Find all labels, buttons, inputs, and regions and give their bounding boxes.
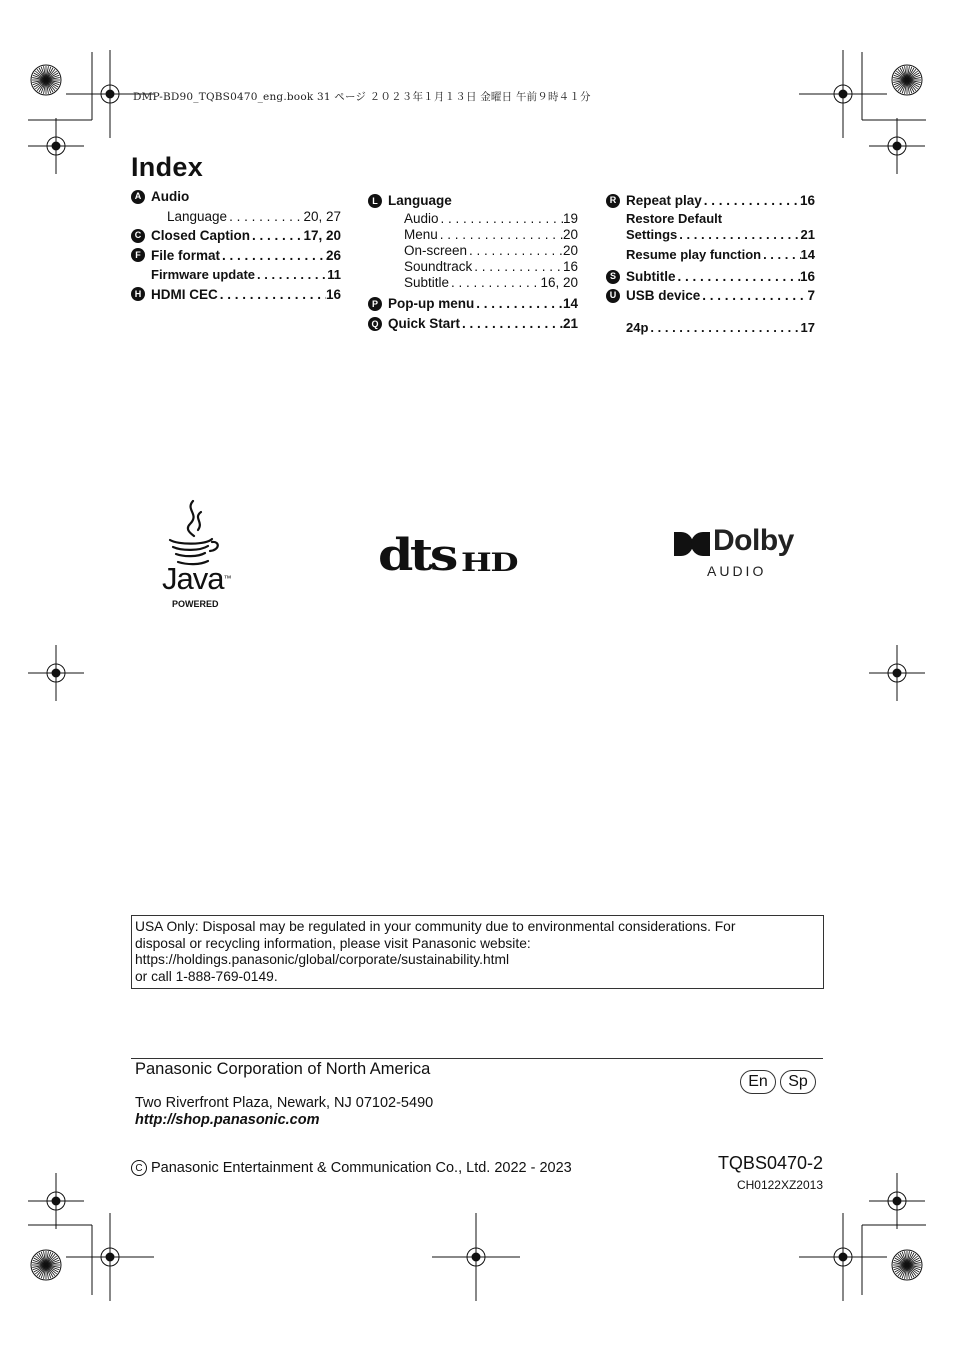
- leader-dots: [255, 265, 327, 285]
- entry-label: Menu: [404, 227, 438, 242]
- dts-hd-logo: [378, 530, 528, 581]
- index-column-3: [606, 191, 815, 338]
- index-letter-h-icon: H: [131, 287, 145, 301]
- leader-dots: [648, 318, 800, 338]
- leader-dots: [472, 259, 563, 275]
- copyright-text: Panasonic Entertainment & Communication Co., Ltd. 2022 - 2023: [151, 1160, 572, 1176]
- index-letter-u-icon: U: [606, 289, 620, 303]
- leader-dots: [218, 285, 326, 305]
- entry-label: Subtitle: [626, 268, 676, 284]
- leader-dots: [676, 267, 800, 287]
- entry-label: Restore Default: [626, 211, 723, 227]
- entry-page: 20: [562, 243, 578, 258]
- index-entry: [606, 243, 815, 267]
- java-trademark: ™: [223, 574, 231, 583]
- index-entry: [368, 293, 578, 315]
- index-entry: [368, 211, 578, 227]
- leader-dots: [439, 211, 563, 227]
- entry-label: Resume play function: [626, 247, 762, 263]
- entry-page: 21: [800, 227, 815, 243]
- entry-label: Subtitle: [404, 275, 450, 290]
- leader-dots: [702, 191, 800, 211]
- entry-page: 14: [562, 296, 578, 311]
- java-wordmark: Java: [162, 561, 224, 596]
- registration-mark: [893, 669, 901, 677]
- index-letter-r-icon: R: [606, 194, 620, 208]
- corporation-name: Panasonic Corporation of North America: [135, 1060, 431, 1078]
- entry-label: USB device: [626, 288, 701, 304]
- java-powered-logo: [160, 498, 230, 613]
- leader-dots: [250, 226, 303, 246]
- disposal-notice-box: [131, 915, 824, 989]
- index-column-1: [131, 187, 341, 304]
- registration-mark: [472, 1253, 480, 1261]
- website-link[interactable]: http://shop.panasonic.com: [135, 1112, 320, 1128]
- index-entry: [131, 226, 341, 246]
- address-line: Two Riverfront Plaza, Newark, NJ 07102-5490: [135, 1095, 434, 1111]
- dts-hd-mark: HD: [460, 548, 518, 577]
- language-badge-sp: Sp: [780, 1070, 816, 1094]
- entry-page: 16: [562, 259, 578, 274]
- model-number: TQBS0470-2: [717, 1153, 823, 1173]
- print-code: CH0122XZ2013: [736, 1178, 823, 1192]
- index-entry: [131, 285, 341, 305]
- entry-label: Audio: [151, 189, 190, 204]
- index-entry: [606, 318, 815, 338]
- leader-dots: [474, 296, 563, 312]
- entry-label: Firmware update: [151, 267, 256, 282]
- index-entry: [368, 227, 578, 243]
- copyright-icon: C: [131, 1160, 147, 1176]
- index-entry: [606, 191, 815, 211]
- entry-label: File format: [151, 247, 221, 263]
- index-entry: [368, 259, 578, 275]
- address-block: [135, 1095, 433, 1129]
- footer-divider: [131, 1058, 823, 1059]
- entry-label: Soundtrack: [404, 259, 473, 274]
- registration-mark: [893, 142, 901, 150]
- java-cup-icon: [160, 498, 230, 570]
- index-entry: [131, 246, 341, 266]
- entry-page: 7: [807, 288, 815, 304]
- leader-dots: [677, 225, 800, 245]
- leader-dots: [449, 275, 540, 291]
- registration-mark: [893, 1197, 901, 1205]
- index-entry: [131, 207, 341, 227]
- index-letter-q-icon: Q: [368, 317, 382, 331]
- dolby-audio-logo: [673, 524, 808, 582]
- entry-page: 17, 20: [303, 228, 341, 243]
- entry-page: 26: [325, 247, 341, 263]
- entry-label: 24p: [626, 320, 649, 336]
- entry-label: Quick Start: [388, 316, 461, 331]
- entry-page: 14: [800, 247, 815, 263]
- index-entry: [606, 267, 815, 286]
- leader-dots: [220, 246, 326, 266]
- index-entry: [606, 227, 815, 243]
- dolby-double-d-icon: [673, 531, 711, 557]
- registration-mark: [839, 1253, 847, 1261]
- entry-label: Language: [167, 208, 228, 224]
- notice-url: https://holdings.panasonic/global/corporate/sustainability.html: [135, 952, 510, 967]
- index-letter-s-icon: S: [606, 270, 620, 284]
- language-badge-en: En: [740, 1070, 776, 1094]
- index-entry: [368, 243, 578, 259]
- index-letter-l-icon: L: [368, 194, 382, 208]
- entry-page: 20, 27: [303, 208, 341, 224]
- entry-label: Pop-up menu: [388, 296, 475, 311]
- entry-page: 19: [562, 211, 578, 226]
- leader-dots: [467, 243, 563, 259]
- registration-mark: [52, 142, 60, 150]
- entry-page: 11: [327, 267, 341, 282]
- page-title: Index: [131, 152, 204, 182]
- index-entry: [606, 286, 815, 306]
- entry-label: Audio: [404, 211, 439, 226]
- entry-page: 20: [562, 227, 578, 242]
- dolby-audio-text: AUDIO: [707, 563, 767, 579]
- index-entry: [131, 265, 341, 285]
- entry-label: HDMI CEC: [151, 286, 218, 302]
- entry-page: 16, 20: [540, 275, 578, 290]
- notice-line: USA Only: Disposal may be regulated in your community due to environmental considerations. For: [135, 919, 736, 934]
- registration-mark: [106, 90, 114, 98]
- entry-page: 21: [562, 316, 578, 331]
- index-letter-a-icon: A: [131, 190, 145, 204]
- index-letter-c-icon: C: [131, 229, 145, 243]
- registration-mark: [839, 90, 847, 98]
- entry-label: Closed Caption: [151, 228, 251, 243]
- registration-mark: [106, 1253, 114, 1261]
- entry-page: 16: [799, 193, 815, 209]
- dolby-wordmark: Dolby: [713, 524, 794, 557]
- notice-line: or call 1-888-769-0149.: [135, 968, 278, 984]
- index-entry: [368, 275, 578, 291]
- notice-line: disposal or recycling information, please visit Panasonic website:: [135, 935, 531, 951]
- index-letter-p-icon: P: [368, 297, 382, 311]
- entry-label: On-screen: [404, 243, 468, 258]
- entry-label: Language: [388, 193, 452, 208]
- registration-mark: [52, 669, 60, 677]
- leader-dots: [438, 227, 563, 243]
- entry-page: 16: [799, 268, 815, 284]
- copyright-line: [131, 1160, 572, 1176]
- dts-wordmark: dts: [378, 530, 455, 581]
- entry-page: 16: [325, 286, 341, 302]
- index-column-2: [368, 191, 578, 333]
- leader-dots: [761, 245, 800, 265]
- index-entry: [131, 187, 341, 207]
- entry-label: Repeat play: [626, 193, 702, 209]
- index-entry: [368, 191, 578, 211]
- registration-mark: [52, 1197, 60, 1205]
- leader-dots: [700, 286, 807, 306]
- java-powered-text: POWERED: [172, 599, 219, 609]
- index-letter-f-icon: F: [131, 248, 145, 262]
- leader-dots: [460, 316, 563, 332]
- index-entry: [368, 315, 578, 333]
- file-header-line: DMP-BD90_TQBS0470_eng.book 31 ページ ２０２３年１月１３日 金曜日 午前９時４１分: [133, 91, 591, 103]
- entry-page: 17: [800, 320, 815, 336]
- leader-dots: [227, 207, 303, 227]
- entry-label: Settings: [626, 227, 678, 243]
